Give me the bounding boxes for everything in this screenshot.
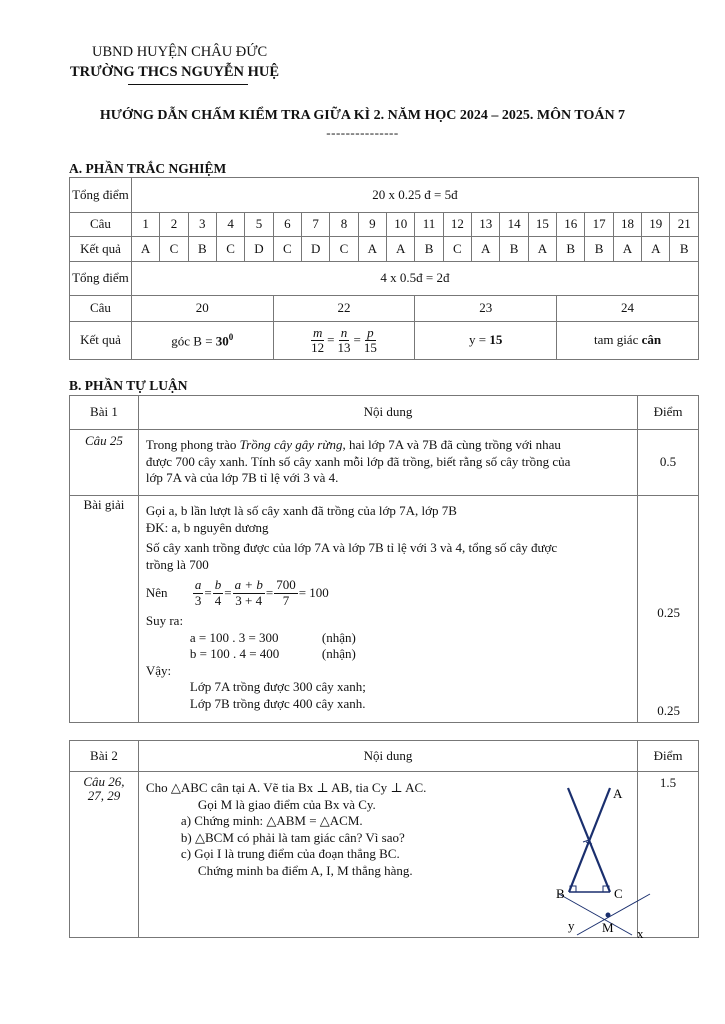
- ketqua-label: Kết quả: [70, 237, 132, 262]
- answer-key: C: [160, 237, 188, 262]
- question-number: 14: [500, 213, 528, 237]
- multiple-choice-table: [69, 177, 699, 360]
- question-number: 2: [160, 213, 188, 237]
- question-number: 17: [585, 213, 613, 237]
- bai2-label: Bài 2: [70, 741, 139, 772]
- answer-key: B: [415, 237, 443, 262]
- answer-key: A: [387, 237, 415, 262]
- score-a: 0.25: [657, 605, 680, 620]
- answer-key: C: [273, 237, 301, 262]
- label-a: A: [612, 786, 623, 801]
- answer-key: D: [301, 237, 329, 262]
- cau-label-2: Câu: [70, 296, 132, 322]
- total-label-2: Tổng điểm: [70, 262, 132, 296]
- label-b: B: [555, 886, 565, 901]
- answer-key: A: [358, 237, 386, 262]
- cau25-score: 0.5: [638, 430, 699, 496]
- question-number: 5: [245, 213, 273, 237]
- answer-key: C: [330, 237, 358, 262]
- label-x: x: [636, 926, 644, 941]
- score-b: 0.25: [657, 703, 680, 718]
- answer-key: B: [585, 237, 613, 262]
- question-24: 24: [557, 296, 699, 322]
- answer-22: $\frac{m}{12}$ = $\frac{n}{13}$ = $\frac{p}{15}$: [273, 322, 415, 360]
- answer-key: B: [557, 237, 585, 262]
- geometry-problem: Cho △ABC cân tại A. Vẽ tia Bx ⊥ AB, tia Cy ⊥ AC. Gọi M là giao điểm của Bx và Cy. a) Chứng minh: △ABM = △ACM. b) △BCM có phải là tam giác cân? Vì sao? c) Gọi I là trung điểm của đoạn thẳng BC. Chứng minh ba điểm A, I, M thẳng hàng. A B C M y x: [138, 772, 637, 938]
- total-score-1: 20 x 0.25 đ = 5đ: [131, 178, 698, 213]
- question-number: 19: [642, 213, 670, 237]
- answer-key: B: [500, 237, 528, 262]
- cau26-label: Câu 26, 27, 29: [70, 772, 139, 938]
- question-number: 6: [273, 213, 301, 237]
- question-number: 8: [330, 213, 358, 237]
- answer-key: D: [245, 237, 273, 262]
- diem-header: Điểm: [638, 396, 699, 430]
- question-number: 3: [188, 213, 216, 237]
- bai1-label: Bài 1: [70, 396, 139, 430]
- triangle-figure: [484, 782, 644, 941]
- answer-key: B: [188, 237, 216, 262]
- cau-label: Câu: [70, 213, 132, 237]
- total-label: Tổng điểm: [70, 178, 132, 213]
- question-number: 21: [670, 213, 699, 237]
- answer-key: B: [670, 237, 699, 262]
- question-23: 23: [415, 296, 557, 322]
- ratio-equation: Nên $\frac{a}{3}$ = $\frac{b}{4}$ = $\frac{a + b}{3 + 4}$ = $\frac{700}{7}$ = 100: [145, 577, 329, 608]
- noidung-header: Nội dung: [138, 396, 637, 430]
- bai2-score: 1.5: [638, 772, 699, 938]
- label-c: C: [613, 886, 623, 901]
- question-22: 22: [273, 296, 415, 322]
- answer-key: A: [472, 237, 500, 262]
- school-name: TRƯỜNG THCS NGUYỄN HUỆ: [70, 64, 280, 80]
- question-number: 9: [358, 213, 386, 237]
- question-number: 7: [301, 213, 329, 237]
- cau25-label: Câu 25: [70, 430, 139, 496]
- cau25-problem: Trong phong trào Trồng cây gây rừng, hai lớp 7A và 7B đã cùng trồng với nhau được 700 cây xanh. Tính số cây xanh mỗi lớp đã trồng, biết rằng số cây trồng của lớp 7A và của lớp 7B tỉ lệ với 3 và 4.: [138, 430, 637, 496]
- question-number: 1: [131, 213, 159, 237]
- answer-key: A: [613, 237, 641, 262]
- part-a-heading: A. PHẦN TRẮC NGHIỆM: [69, 161, 227, 176]
- school-underline: [128, 84, 248, 85]
- district-name: UBND HUYỆN CHÂU ĐỨC: [92, 44, 268, 60]
- answer-20: góc $B = 30^0$: [131, 322, 273, 360]
- total-score-2: 4 x 0.5đ = 2đ: [131, 262, 698, 296]
- answer-24: tam giác cân: [557, 322, 699, 360]
- noidung-header-2: Nội dung: [138, 741, 637, 772]
- question-20: 20: [131, 296, 273, 322]
- document-title: HƯỚNG DẪN CHẤM KIỂM TRA GIỮA KÌ 2. NĂM HỌC 2024 – 2025. MÔN TOÁN 7: [99, 108, 626, 123]
- solution-scores: [638, 496, 699, 723]
- answer-key: A: [528, 237, 556, 262]
- question-number: 13: [472, 213, 500, 237]
- baigiai-label: Bài giải: [70, 496, 139, 723]
- answer-key: C: [216, 237, 244, 262]
- question-number: 16: [557, 213, 585, 237]
- diem-header-2: Điểm: [638, 741, 699, 772]
- answer-key: C: [443, 237, 471, 262]
- solution-content: Gọi a, b lần lượt là số cây xanh đã trồng của lớp 7A, lớp 7B ĐK: a, b nguyên dương Số cây xanh trồng được của lớp 7A và lớp 7B tỉ lệ với 3 và 4, tổng số cây được trồng là 700 Nên $\frac{a}{3}$ = $\frac{b}{4}$ = $\frac{a + b}{3 + 4}$ = $\frac{700}{7}$ = 100 Suy ra: a = 100 . 3 = 300 (nhận) b = 100 . 4 = 400 (nhận) Vậy: Lớp 7A trồng được 300 cây xanh; Lớp 7B trồng được 400 cây xanh.: [138, 496, 637, 723]
- question-number: 12: [443, 213, 471, 237]
- question-number: 18: [613, 213, 641, 237]
- answer-key: A: [642, 237, 670, 262]
- answer-key: A: [131, 237, 159, 262]
- question-number: 10: [387, 213, 415, 237]
- label-m: M: [601, 920, 614, 935]
- question-number: 4: [216, 213, 244, 237]
- part-b-heading: B. PHẦN TỰ LUẬN: [69, 378, 188, 393]
- question-number: 11: [415, 213, 443, 237]
- essay-table-2: [69, 740, 699, 941]
- question-number: 15: [528, 213, 556, 237]
- title-divider: ---------------: [326, 125, 399, 140]
- ketqua-label-2: Kết quả: [70, 322, 132, 360]
- essay-table-1: [69, 395, 699, 723]
- answer-23: y = 15: [415, 322, 557, 360]
- label-y: y: [567, 918, 575, 933]
